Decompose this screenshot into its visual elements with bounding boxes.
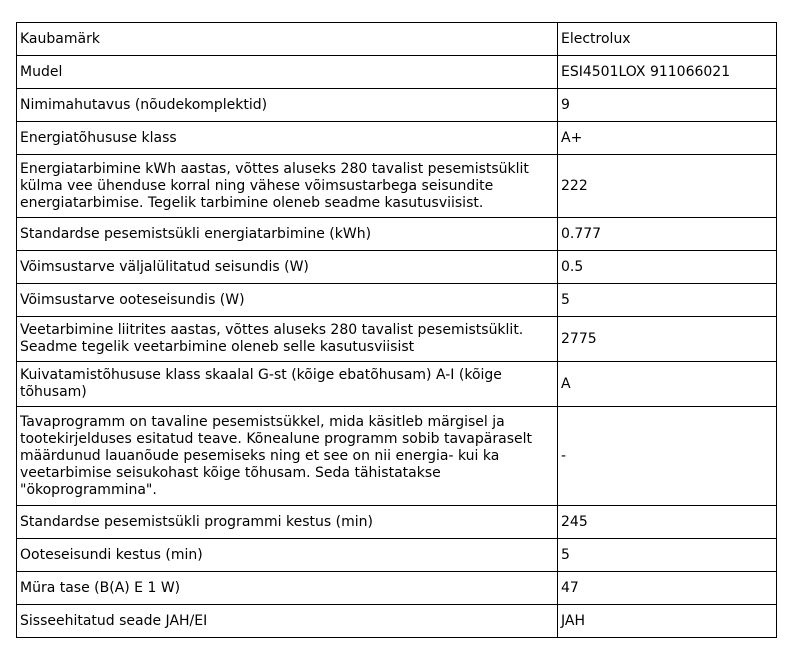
row-label: Ooteseisundi kestus (min) — [17, 539, 558, 572]
row-label: Tavaprogramm on tavaline pesemistsükkel, mida käsitleb märgisel ja tootekirjelduses esitatud teave. Kõnealune programm sobib tavapäraselt määrdunud lauanõude pesemiseks ning et see on nii energia- kui ka veetarbimise seisukohast kõige tõhusam. Seda tähistatakse "ökoprogrammina". — [17, 407, 558, 506]
row-value: 9 — [558, 89, 777, 122]
row-value: JAH — [558, 605, 777, 638]
row-value: 2775 — [558, 317, 777, 362]
table-row — [17, 251, 777, 284]
table-row — [17, 155, 777, 218]
table-row — [17, 539, 777, 572]
table-row — [17, 284, 777, 317]
row-label: Kaubamärk — [17, 23, 558, 56]
row-value: 5 — [558, 539, 777, 572]
row-value: 0.5 — [558, 251, 777, 284]
row-value: 5 — [558, 284, 777, 317]
row-label: Võimsustarve ooteseisundis (W) — [17, 284, 558, 317]
table-row — [17, 218, 777, 251]
table-row — [17, 407, 777, 506]
table-row — [17, 605, 777, 638]
table-row — [17, 317, 777, 362]
row-value: 0.777 — [558, 218, 777, 251]
row-value: 222 — [558, 155, 777, 218]
row-value: - — [558, 407, 777, 506]
row-value: A+ — [558, 122, 777, 155]
table-row — [17, 56, 777, 89]
row-label: Mudel — [17, 56, 558, 89]
row-value: A — [558, 362, 777, 407]
row-label: Veetarbimine liitrites aastas, võttes aluseks 280 tavalist pesemistsüklit. Seadme tegelik veetarbimine oleneb selle kasutusviisist — [17, 317, 558, 362]
row-label: Võimsustarve väljalülitatud seisundis (W) — [17, 251, 558, 284]
row-label: Müra tase (B(A) E 1 W) — [17, 572, 558, 605]
table-row — [17, 89, 777, 122]
row-label: Energiatõhususe klass — [17, 122, 558, 155]
table-row — [17, 122, 777, 155]
table-row — [17, 23, 777, 56]
row-value: Electrolux — [558, 23, 777, 56]
table-row — [17, 362, 777, 407]
row-value: 47 — [558, 572, 777, 605]
spec-table — [16, 22, 777, 638]
row-label: Energiatarbimine kWh aastas, võttes aluseks 280 tavalist pesemistsüklit külma vee ühenduse korral ning vähese võimsustarbega seisundite energiatarbimise. Tegelik tarbimine oleneb seadme kasutusviisist. — [17, 155, 558, 218]
row-value: 245 — [558, 506, 777, 539]
row-label: Standardse pesemistsükli programmi kestus (min) — [17, 506, 558, 539]
row-label: Sisseehitatud seade JAH/EI — [17, 605, 558, 638]
table-row — [17, 572, 777, 605]
table-row — [17, 506, 777, 539]
row-label: Standardse pesemistsükli energiatarbimine (kWh) — [17, 218, 558, 251]
row-label: Nimimahutavus (nõudekomplektid) — [17, 89, 558, 122]
row-value: ESI4501LOX 911066021 — [558, 56, 777, 89]
spec-sheet — [16, 22, 777, 638]
row-label: Kuivatamistõhususe klass skaalal G-st (kõige ebatõhusam) A-I (kõige tõhusam) — [17, 362, 558, 407]
